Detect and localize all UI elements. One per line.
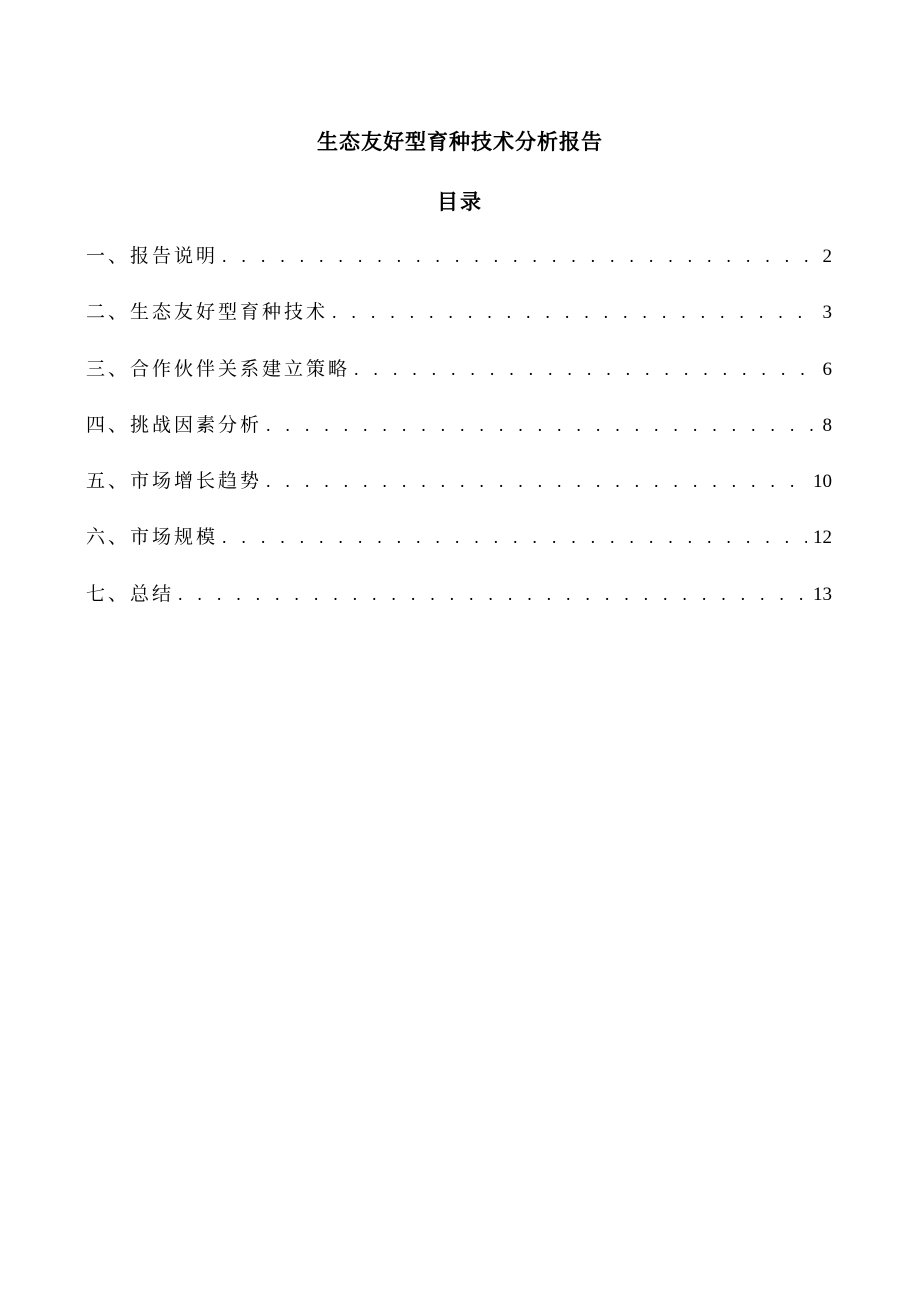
document-title: 生态友好型育种技术分析报告 xyxy=(317,130,603,154)
toc-entry[interactable] xyxy=(86,409,832,465)
toc-entry-label: 三、合作伙伴关系建立策略 xyxy=(86,357,351,380)
toc-entry[interactable] xyxy=(86,240,832,296)
toc-entry-page: 8 xyxy=(822,414,832,436)
toc-entry-label: 二、生态友好型育种技术 xyxy=(86,301,329,324)
toc-entry-label: 七、总结 xyxy=(86,582,175,605)
toc-entry-page: 2 xyxy=(822,246,832,267)
toc-entry-page: 10 xyxy=(813,471,832,493)
toc-entry-page: 6 xyxy=(822,358,832,380)
toc-leader-dots xyxy=(266,465,807,497)
toc-entry[interactable] xyxy=(86,296,832,352)
toc-entry-label: 六、市场规模 xyxy=(86,526,219,549)
toc-entry-page: 13 xyxy=(813,583,832,605)
toc-entry[interactable] xyxy=(86,465,832,521)
toc-entry[interactable] xyxy=(86,353,832,409)
toc-leader-dots xyxy=(266,409,816,441)
toc-leader-dots xyxy=(332,296,816,328)
toc-entry-label: 五、市场增长趋势 xyxy=(86,470,263,493)
toc-entry-page: 3 xyxy=(822,302,832,324)
toc-heading: 目录 xyxy=(437,190,483,214)
toc-leader-dots xyxy=(222,521,807,553)
toc-entry-page: 12 xyxy=(813,527,832,549)
table-of-contents xyxy=(86,240,832,634)
toc-leader-dots xyxy=(354,353,816,385)
toc-leader-dots xyxy=(178,578,807,610)
toc-entry[interactable] xyxy=(86,521,832,577)
toc-entry[interactable] xyxy=(86,578,832,634)
toc-leader-dots xyxy=(222,240,816,272)
toc-entry-label: 一、报告说明 xyxy=(86,245,219,267)
toc-entry-label: 四、挑战因素分析 xyxy=(86,413,263,436)
